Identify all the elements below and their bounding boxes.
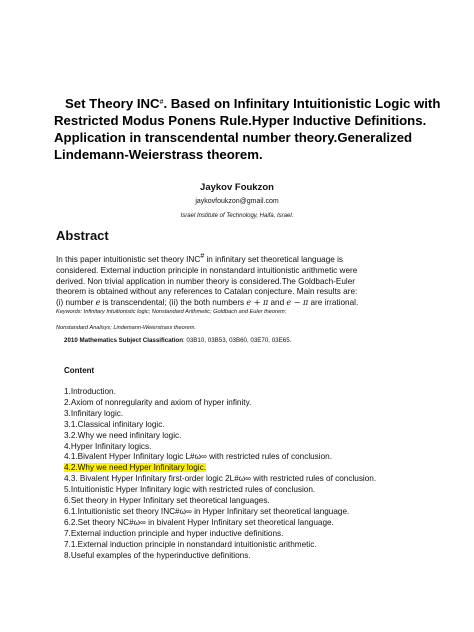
title-line-1: Set Theory INC#. Based on Infinitary Intuitionistic Logic with [65, 96, 441, 111]
toc-item-text: 1.Introduction. [64, 387, 116, 396]
toc-item [64, 420, 454, 431]
title-line-3: Application in transcendental number theory.Generalized [54, 130, 413, 145]
toc-item-text: 3.1.Classical infinitary logic. [64, 419, 165, 429]
toc-item [64, 485, 454, 496]
abstract-line: considered. External induction principle in nonstandard intuitionistic arithmetic were [56, 265, 358, 275]
title-line-4: Lindemann-Weierstrass theorem. [54, 147, 263, 162]
toc-item [64, 398, 454, 409]
toc-item [64, 387, 454, 398]
abstract-line: derived. Non trivial application in number theory is considered.The Goldbach-Euler [56, 276, 355, 286]
toc-item-text: 4.3. Bivalent Hyper Infinitary first-order logic 2L#ω∞ with restricted rules of conclusion. [64, 474, 377, 484]
toc-item-text: 8.Useful examples of the hyperinductive definitions. [64, 550, 251, 560]
abstract-heading: Abstract [56, 228, 109, 243]
toc-item [64, 551, 454, 562]
toc-item [64, 474, 454, 485]
title-line-2: Restricted Modus Ponens Rule.Hyper Inductive Definitions. [54, 113, 427, 128]
abstract-line: (i) number e is transcendental; (ii) the both numbers e + π and e − π are irrational. [56, 298, 359, 308]
toc-item-text: 5.Intuitionistic Hyper Infinitary logic with restricted rules of conclusion. [64, 485, 316, 495]
author-name: Jaykov Foukzon [200, 182, 274, 193]
toc-item-text: 4.Hyper Infinitary logics. [64, 441, 152, 451]
keywords-line-2: Nonstandard Analisys; Lindemann-Weierstrass theorem. [56, 325, 196, 331]
abstract-body [56, 252, 441, 309]
toc-item [64, 529, 454, 540]
toc-item-text: 3.2.Why we need infinitary logic. [64, 430, 182, 440]
toc-item [64, 452, 454, 463]
paper-title [54, 94, 454, 163]
keywords-line-1: Keywords: Infinitary Intuitionistic logic; Nonstandard Arithmetic; Goldbach and Euler theorem; [56, 309, 287, 315]
toc-item-text: 2.Axiom of nonregularity and axiom of hyper infinity. [64, 397, 252, 407]
toc-item-text: 6.1.Intuitionistic set theory INC#ω∞ in Hyper Infinitary set theoretical language. [64, 506, 350, 516]
toc-item-text: 6.2.Set theory NC#ω∞ in bivalent Hyper Infinitary set theoretical language. [64, 517, 334, 527]
msc-classification: 2010 Mathematics Subject Classification: 03B10, 03B53, 03B60, 03E70, 03E65. [64, 337, 292, 344]
toc-item [64, 409, 454, 420]
toc-item [64, 518, 454, 529]
author-email: jaykovfoukzon@gmail.com [195, 198, 279, 205]
toc-item-text: 3.Infinitary logic. [64, 408, 124, 418]
toc-item [64, 507, 454, 518]
abstract-line: theorem is obtained without any references to Catalan conjecture. Main results are: [56, 287, 358, 297]
toc-item [64, 463, 454, 474]
author-affiliation: Israel Institute of Technology, Haifa, Israel. [180, 213, 294, 219]
toc-item-text: 7.1.External induction principle in nonstandard intuitionistic arithmetic. [64, 539, 317, 549]
table-of-contents [64, 387, 454, 562]
content-heading: Content [64, 366, 95, 375]
toc-item [64, 540, 454, 551]
abstract-line: In this paper intuitionistic set theory INC# in infinitary set theoretical language is [56, 253, 343, 264]
toc-item-text: 7.External induction principle and hyper inductive definitions. [64, 528, 284, 538]
toc-item [64, 442, 454, 453]
toc-item [64, 496, 454, 507]
toc-item-text: 6.Set theory in Hyper Infinitary set theoretical languages. [64, 496, 270, 506]
toc-item [64, 431, 454, 442]
toc-item-text: 4.1.Bivalent Hyper Infinitary logic L#ω∞ with restricted rules of conclusion. [64, 452, 332, 462]
toc-item-text: 4.2.Why we need Hyper Infinitary logic. [64, 463, 206, 473]
